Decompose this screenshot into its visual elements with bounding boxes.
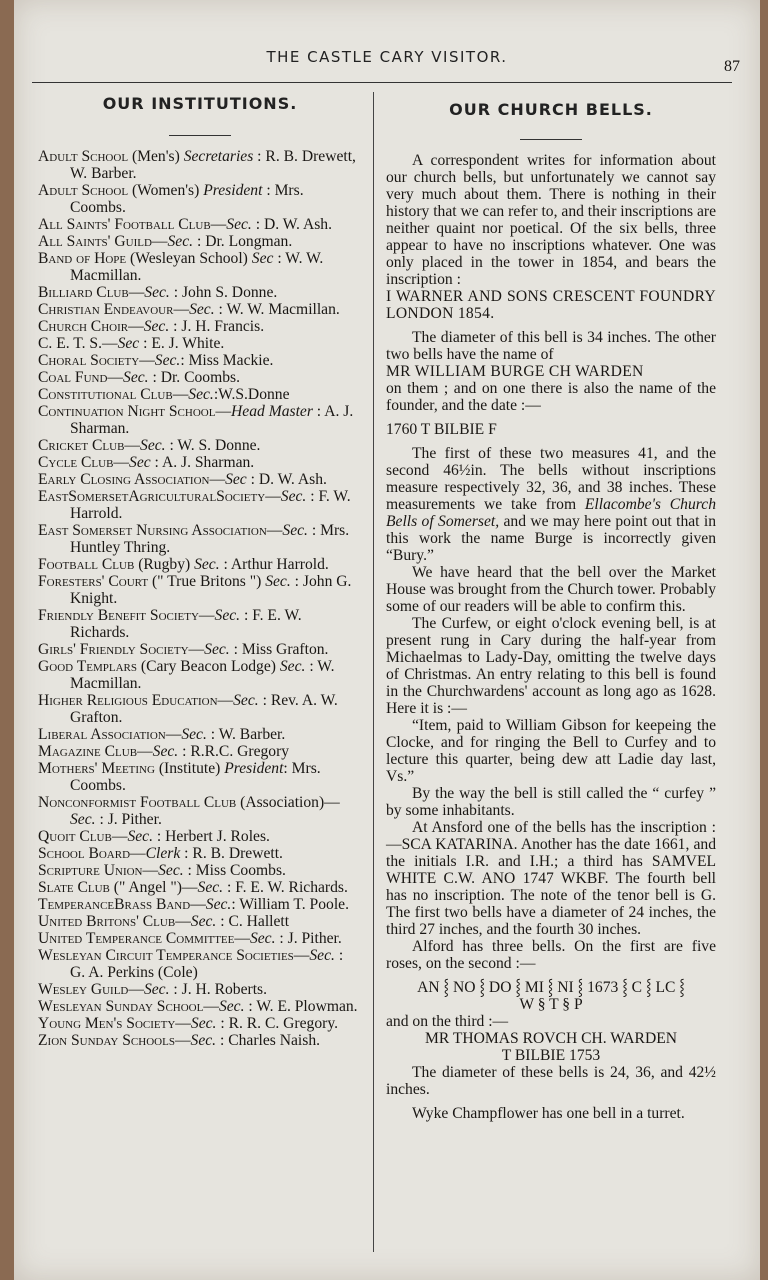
paragraph: and on the third :—: [386, 1013, 509, 1030]
institution-detail: —: [172, 386, 189, 403]
institution-name: School Board: [38, 845, 131, 862]
institution-detail: (Rugby): [134, 556, 195, 573]
institution-name: Adult School: [38, 148, 129, 165]
separator: :: [169, 318, 182, 335]
paragraph: [386, 445, 716, 564]
officer-role: Sec.: [190, 1032, 217, 1049]
officer-role: Sec.: [144, 284, 170, 301]
officer-role: Sec.: [197, 879, 224, 896]
church-bells-column: [386, 92, 716, 1122]
institution-entry: [38, 794, 362, 828]
separator: :: [240, 607, 253, 624]
institution-name: EastSomersetAgriculturalSociety: [38, 488, 266, 505]
institution-detail: —: [111, 828, 128, 845]
officer-name: John S. Donne.: [181, 284, 278, 301]
officer-role: Head Master: [231, 403, 313, 420]
institution-name: Adult School: [38, 182, 129, 199]
institution-detail: —: [215, 403, 232, 420]
officer-name: Mrs. Huntley Thring.: [70, 522, 350, 556]
officer-name: Herbert J. Roles.: [165, 828, 270, 845]
founder-date-line: 1760 T BILBIE F: [386, 421, 497, 438]
institution-name: Football Club: [38, 556, 135, 573]
officer-name: D. W. Ash.: [258, 471, 327, 488]
institution-detail: —: [113, 454, 130, 471]
separator: :: [214, 301, 227, 318]
officer-name: John G. Knight.: [70, 573, 352, 607]
institution-entry: [38, 182, 362, 216]
officer-role: Sec.: [279, 658, 306, 675]
institution-entry: [38, 454, 362, 471]
officer-name: Rev. A. W. Grafton.: [70, 692, 338, 726]
officer-role: Sec.: [226, 216, 252, 233]
institution-name: United Britons' Club: [38, 913, 176, 930]
officer-name: J. Pither.: [107, 811, 162, 828]
paragraph: The Curfew, or eight o'clock evening bell, is at present rung in Cary during the half-year from Michaelmas to Lady-Day, omitting the twelve days of Christmas. An entry relating to this bell is found in the Churchwardens' account as long ago as 1628. Here it is :—: [386, 615, 716, 717]
running-title: THE CASTLE CARY VISITOR.: [266, 48, 508, 66]
church-bells-title: OUR CHURCH BELLS.: [449, 100, 653, 119]
separator: :: [275, 930, 288, 947]
institution-detail: (Cary Beacon Lodge): [136, 658, 280, 675]
officer-name: J. H. Roberts.: [181, 981, 267, 998]
institution-entry: [38, 692, 362, 726]
officer-role: Sec.: [188, 386, 214, 403]
institution-name: Band of Hope: [38, 250, 127, 267]
separator: :: [306, 488, 319, 505]
institution-detail: —: [101, 335, 118, 352]
officer-name: William T. Poole.: [239, 896, 349, 913]
officer-name: E. J. White.: [151, 335, 225, 352]
institution-detail: —: [124, 437, 141, 454]
institution-entry: [38, 726, 362, 743]
officer-name: Dr. Longman.: [205, 233, 293, 250]
institution-name: Mothers' Meeting: [38, 760, 155, 777]
quotation: “Item, paid to William Gibson for keepeing the Clocke, and for ringing the Bell to Curfey and to lecture this quarter, being dew att Ladie day last, Vs.”: [386, 717, 716, 785]
inscription: T BILBIE 1753: [501, 1047, 601, 1064]
officer-role: Sec.: [194, 556, 220, 573]
paragraph: Alford has three bells. On the first are five roses, on the second :—: [386, 938, 716, 972]
paragraph-text: and we may here point out that in this work the name Burge is incorrectly given “Bury.”: [386, 513, 716, 564]
institution-detail: —: [188, 641, 205, 658]
separator: :: [206, 726, 219, 743]
institution-entry: [38, 437, 362, 454]
institution-detail: —: [198, 607, 215, 624]
officer-name: F. E. W. Richards.: [235, 879, 348, 896]
institution-name: All Saints' Guild: [38, 233, 152, 250]
officer-role: Sec.: [309, 947, 335, 964]
separator: :: [180, 352, 189, 369]
institution-detail: (Institute): [154, 760, 225, 777]
institution-detail: —: [217, 692, 234, 709]
paragraph: At Ansford one of the bells has the inscription :—SCA KATARINA. Another has the date 1661, and the initials I.R. and I.H.; a third has SAMVEL WHITE C.W. ANO 1747 WKBF. The fourth bell has no inscription. The note of the tenor bell is G. The first two bells have a diameter of 24 inches, the third 27 inches, and the fourth 30 inches.: [386, 819, 716, 938]
separator: :: [290, 573, 303, 590]
officer-role: Sec.: [152, 743, 179, 760]
institution-entry: [38, 488, 362, 522]
institution-detail: —: [128, 318, 144, 335]
institution-name: Church Choir: [38, 318, 129, 335]
officer-name: R. B. Drewett.: [192, 845, 283, 862]
separator: :: [312, 403, 325, 420]
institution-entry: [38, 335, 362, 352]
separator: :: [262, 182, 275, 199]
separator: :: [334, 947, 344, 964]
institution-name: Higher Religious Education: [38, 692, 218, 709]
institution-entry: [38, 641, 362, 658]
institution-name: Coal Fund: [38, 369, 108, 386]
separator: :: [253, 148, 266, 165]
separator: :: [216, 913, 229, 930]
officer-role: Sec.: [233, 692, 259, 709]
institution-detail: —: [190, 896, 206, 913]
institution-entry: [38, 1032, 362, 1049]
book-title: Ellacombe's Church Bells of Somerset,: [386, 496, 716, 530]
institution-name: Early Closing Association: [38, 471, 210, 488]
institution-detail: —: [265, 488, 281, 505]
separator: :: [229, 641, 242, 658]
officer-role: Sec.: [249, 930, 276, 947]
separator: :: [244, 998, 257, 1015]
officer-name: G. A. Perkins (Cole): [70, 964, 198, 981]
institution-entry: [38, 913, 362, 930]
institution-entry: [38, 760, 362, 794]
separator: :: [165, 437, 178, 454]
separator: :: [216, 1032, 229, 1049]
officer-name: Mrs. Coombs.: [70, 760, 321, 794]
institution-detail: —: [174, 1032, 191, 1049]
inscription: AN ⸾ NO ⸾ DO ⸾ MI ⸾ NI ⸾ 1673 ⸾ C ⸾ LC ⸾: [417, 979, 685, 996]
institution-detail: —: [142, 862, 159, 879]
separator: :: [305, 658, 318, 675]
officer-name: J. Pither.: [287, 930, 342, 947]
paragraph: Wyke Champflower has one bell in a turret.: [412, 1105, 685, 1122]
institution-entry: [38, 284, 362, 301]
institution-entry: [38, 947, 362, 981]
institution-name: Foresters' Court: [38, 573, 149, 590]
officer-role: Sec.: [127, 828, 153, 845]
institution-name: Good Templars: [38, 658, 137, 675]
page-number: 87: [724, 58, 740, 75]
institution-name: Magazine Club: [38, 743, 138, 760]
officer-role: Sec.: [218, 998, 245, 1015]
institution-name: Young Men's Society: [38, 1015, 176, 1032]
officer-name: A. J. Sharman.: [70, 403, 354, 437]
inscription: MR THOMAS ROVCH CH. WARDEN: [425, 1030, 677, 1047]
institution-detail: —: [175, 913, 191, 930]
separator: :: [193, 233, 206, 250]
institution-name: Liberal Association: [38, 726, 166, 743]
officer-name: F. W. Harrold.: [70, 488, 351, 522]
institution-detail: —: [151, 233, 168, 250]
institution-name: United Temperance Committee: [38, 930, 235, 947]
institution-detail: —: [173, 301, 190, 318]
institution-name: East Somerset Nursing Association: [38, 522, 267, 539]
separator: :: [95, 811, 108, 828]
officer-role: Sec.: [214, 607, 241, 624]
institution-entry: [38, 403, 362, 437]
paragraph: on them ; and on one there is also the name of the founder, and the date :—: [386, 380, 716, 414]
institution-detail: —: [139, 352, 155, 369]
officer-name: D. W. Ash.: [263, 216, 332, 233]
institution-entry: [38, 522, 362, 556]
institution-name: Cricket Club: [38, 437, 125, 454]
officer-role: Sec.: [189, 301, 215, 318]
institution-name: Choral Society: [38, 352, 140, 369]
institution-entry: [38, 250, 362, 284]
officer-name: W. S. Donne.: [177, 437, 261, 454]
institution-entry: [38, 301, 362, 318]
institution-detail: —: [128, 284, 145, 301]
institution-entry: [38, 862, 362, 879]
officer-role: Sec: [129, 454, 151, 471]
institution-name: Continuation Night School: [38, 403, 216, 420]
separator: :: [178, 743, 191, 760]
separator: :: [246, 471, 259, 488]
separator: :: [169, 981, 182, 998]
separator: :: [150, 454, 162, 471]
institution-detail: (Wesleyan School): [126, 250, 252, 267]
institution-name: Constitutional Club: [38, 386, 173, 403]
officer-role: President: [224, 760, 284, 777]
institution-detail: —: [234, 930, 250, 947]
institution-name: Slate Club: [38, 879, 110, 896]
officer-role: Sec: [225, 471, 247, 488]
separator: :: [283, 760, 292, 777]
institution-entry: [38, 896, 362, 913]
institutions-column: [38, 92, 362, 1049]
officer-role: Secretaries: [183, 148, 254, 165]
institution-entry: [38, 386, 362, 403]
institution-detail: —: [175, 1015, 191, 1032]
institution-detail: —: [209, 471, 226, 488]
institution-name: Cycle Club: [38, 454, 114, 471]
institution-detail: —: [128, 981, 144, 998]
separator: :: [307, 522, 321, 539]
separator: :: [169, 284, 182, 301]
officer-role: Sec.: [190, 913, 217, 930]
institution-name: Billiard Club: [38, 284, 129, 301]
separator: :: [139, 335, 152, 352]
inscription: W § T § P: [519, 996, 583, 1013]
institution-name: Zion Sunday Schools: [38, 1032, 175, 1049]
institution-entry: [38, 369, 362, 386]
header-rule: [32, 82, 732, 83]
officer-name: W. Macmillan.: [70, 658, 335, 692]
officer-role: Sec.: [181, 726, 207, 743]
institution-detail: (Women's): [128, 182, 204, 199]
institution-entry: [38, 233, 362, 250]
officer-name: Arthur Harrold.: [230, 556, 329, 573]
separator: :: [152, 828, 166, 845]
institution-entry: [38, 318, 362, 335]
paragraph: The diameter of this bell is 34 inches. The other two bells have the name of: [386, 329, 716, 363]
officer-role: Sec.: [123, 369, 149, 386]
institution-entry: [38, 573, 362, 607]
institution-name: All Saints' Football Club: [38, 216, 211, 233]
officer-name: W. Barber.: [218, 726, 286, 743]
column-divider: [373, 92, 374, 1252]
institution-name: Wesleyan Circuit Temperance Societies: [38, 947, 294, 964]
inscription: MR WILLIAM BURGE CH WARDEN: [386, 363, 644, 380]
institution-entry: [38, 981, 362, 998]
officer-name: Dr. Coombs.: [160, 369, 240, 386]
paragraph: By the way the bell is still called the “ curfey ” by some inhabitants.: [386, 785, 716, 819]
officer-name: R.R.C. Gregory: [190, 743, 290, 760]
officer-role: Sec.: [158, 862, 184, 879]
officer-role: Sec.: [280, 488, 307, 505]
officer-name: Miss Mackie.: [188, 352, 274, 369]
magazine-page: [14, 0, 760, 1280]
institution-name: Wesley Guild: [38, 981, 129, 998]
institution-entry: [38, 607, 362, 641]
separator: :: [219, 556, 231, 573]
officer-name: Charles Naish.: [228, 1032, 321, 1049]
paragraph-text: The first of these two measures 41, and the second 46½in. The bells without inscriptions measure respectively 32, 36, and 38 inches. These measurements we take from: [386, 445, 716, 513]
institution-entry: [38, 879, 362, 896]
officer-name: F. E. W. Richards.: [70, 607, 302, 641]
institution-name: TemperanceBrass Band: [38, 896, 191, 913]
separator: :: [223, 879, 236, 896]
separator: :: [148, 369, 161, 386]
institution-name: Nonconformist Football Club: [38, 794, 237, 811]
institution-entry: [38, 998, 362, 1015]
institution-entry: [38, 743, 362, 760]
officer-role: President: [203, 182, 263, 199]
institution-detail: (" True Britons "): [148, 573, 266, 590]
officer-name: Mrs. Coombs.: [70, 182, 304, 216]
institution-detail: (" Angel ")—: [109, 879, 198, 896]
officer-name: C. Hallett: [228, 913, 290, 930]
institution-entry: [38, 658, 362, 692]
institution-entry: [38, 556, 362, 573]
officer-role: Sec.: [167, 233, 194, 250]
institution-entry: [38, 216, 362, 233]
officer-name: R. B. Drewett, W. Barber.: [70, 148, 356, 182]
officer-role: Sec.: [204, 641, 230, 658]
separator: :: [251, 216, 264, 233]
officer-role: Sec: [251, 250, 274, 267]
institution-entry: [38, 930, 362, 947]
officer-name: Miss Grafton.: [241, 641, 329, 658]
officer-role: Sec: [117, 335, 140, 352]
institution-name: Friendly Benefit Society: [38, 607, 199, 624]
institution-entry: [38, 148, 362, 182]
institutions-list: [38, 148, 362, 1049]
officer-role: Sec.: [70, 811, 96, 828]
paragraph: A correspondent writes for information about our church bells, but unfortunately we cannot say very much about them. There is nothing in their history that we can refer to, and their inscriptions are neither quaint nor poetical. Of the six bells, three appear to have no inscriptions whatever. One was only placed in the tower in 1854, and bears the inscription :: [386, 152, 716, 288]
officer-name: A. J. Sharman.: [161, 454, 255, 471]
institution-entry: [38, 352, 362, 369]
institution-entry: [38, 471, 362, 488]
institution-entry: [38, 845, 362, 862]
officer-role: Sec.: [154, 352, 181, 369]
institutions-title: OUR INSTITUTIONS.: [102, 94, 298, 113]
institution-detail: (Association)—: [236, 794, 340, 811]
institution-detail: —: [266, 522, 283, 539]
separator: :: [273, 250, 286, 267]
institution-detail: (Men's): [128, 148, 184, 165]
separator: :: [180, 845, 193, 862]
officer-name: W.S.Donne: [218, 386, 290, 403]
officer-name: Miss Coombs.: [195, 862, 286, 879]
separator: :: [183, 862, 196, 879]
institution-detail: —: [165, 726, 182, 743]
institution-detail: —: [203, 998, 219, 1015]
separator: :: [213, 386, 219, 403]
institution-name: Wesleyan Sunday School: [38, 998, 204, 1015]
institution-entry: [38, 1015, 362, 1032]
institution-name: Girls' Friendly Society: [38, 641, 189, 658]
officer-name: R. R. C. Gregory.: [228, 1015, 339, 1032]
institution-name: Quoit Club: [38, 828, 112, 845]
separator: :: [231, 896, 240, 913]
officer-name: W. W. Macmillan.: [226, 301, 340, 318]
institution-detail: —: [293, 947, 310, 964]
institution-name: Christian Endeavour: [38, 301, 174, 318]
officer-role: Sec.: [143, 981, 170, 998]
officer-name: W. E. Plowman.: [256, 998, 358, 1015]
institution-detail: —: [137, 743, 153, 760]
title-rule: [169, 135, 231, 136]
institution-detail: —: [130, 845, 146, 862]
officer-role: Sec.: [140, 437, 166, 454]
paragraph: The diameter of these bells is 24, 36, and 42½ inches.: [386, 1064, 716, 1098]
institution-name: Scripture Union: [38, 862, 143, 879]
institution-name: C. E. T. S.: [38, 335, 102, 352]
officer-role: Sec.: [205, 896, 232, 913]
title-rule: [520, 139, 582, 140]
institution-detail: —: [107, 369, 124, 386]
separator: :: [216, 1015, 229, 1032]
officer-name: J. H. Francis.: [181, 318, 265, 335]
institution-detail: —: [210, 216, 227, 233]
officer-name: W. W. Macmillan.: [70, 250, 324, 284]
separator: :: [258, 692, 271, 709]
officer-role: Sec.: [282, 522, 308, 539]
officer-role: Sec.: [143, 318, 170, 335]
institution-entry: [38, 828, 362, 845]
officer-role: Sec.: [265, 573, 291, 590]
inscription: I WARNER AND SONS CRESCENT FOUNDRY LONDON 1854.: [386, 288, 716, 322]
paragraph: We have heard that the bell over the Market House was brought from the Church tower. Probably some of our readers will be able to confirm this.: [386, 564, 717, 615]
officer-role: Sec.: [190, 1015, 217, 1032]
officer-role: Clerk: [145, 845, 181, 862]
